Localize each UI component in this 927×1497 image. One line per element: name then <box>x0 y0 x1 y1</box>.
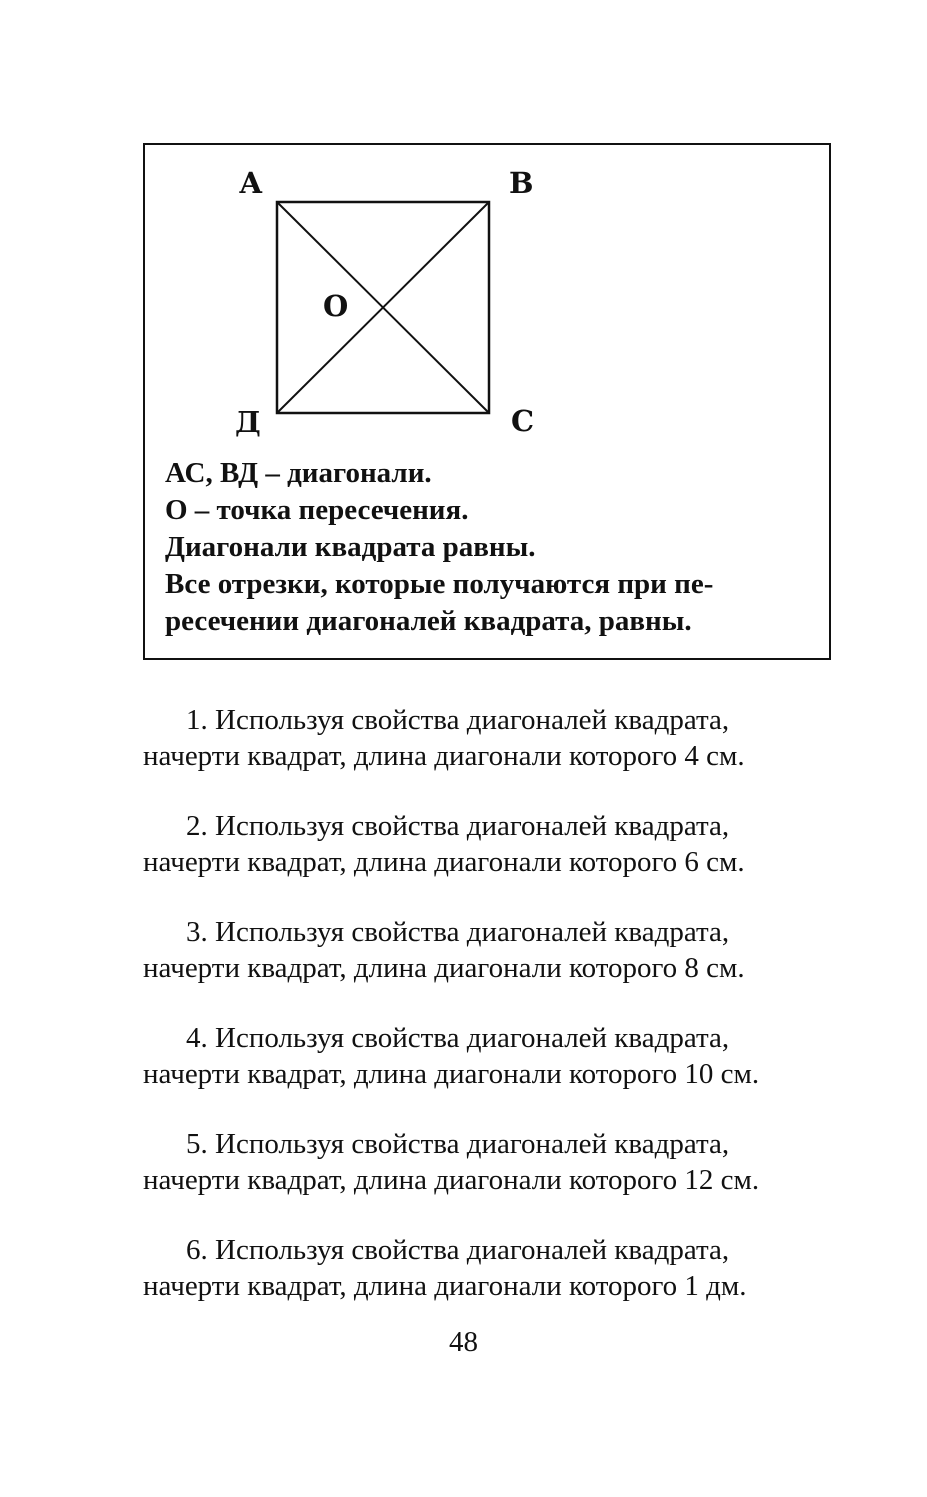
rule-line: ресечении диагоналей квадрата, равны. <box>165 605 692 637</box>
exercise-item <box>143 914 833 986</box>
exercise-list <box>143 702 833 1338</box>
exercise-line: 5. Используя свойства диагоналей квадрата, <box>186 1128 730 1160</box>
rule-text <box>165 455 825 640</box>
exercise-line: 4. Используя свойства диагоналей квадрата, <box>186 1022 730 1054</box>
rule-line: Все отрезки, которые получаются при пе- <box>165 568 714 600</box>
vertex-a-label: А <box>239 166 263 200</box>
exercise-item <box>143 702 833 774</box>
rule-line: АС, ВД – диагонали. <box>165 457 432 489</box>
exercise-item <box>143 808 833 880</box>
exercise-item <box>143 1020 833 1092</box>
vertex-b-label: В <box>509 166 534 200</box>
exercise-line: 1. Используя свойства диагоналей квадрата, <box>186 704 730 736</box>
exercise-line: начерти квадрат, длина диагонали которого 1 дм. <box>143 1270 747 1302</box>
rule-box <box>143 143 831 660</box>
page-number: 48 <box>449 1326 478 1358</box>
vertex-c-label: С <box>511 404 535 438</box>
exercise-line: начерти квадрат, длина диагонали которого 10 см. <box>143 1058 760 1090</box>
exercise-line: 2. Используя свойства диагоналей квадрата, <box>186 810 730 842</box>
square-figure <box>145 145 833 445</box>
exercise-item <box>143 1126 833 1198</box>
exercise-line: начерти квадрат, длина диагонали которого 12 см. <box>143 1164 760 1196</box>
rule-line: О – точка пересечения. <box>165 494 469 526</box>
exercise-line: начерти квадрат, длина диагонали которого 4 см. <box>143 740 745 772</box>
exercise-line: 3. Используя свойства диагоналей квадрата, <box>186 916 730 948</box>
exercise-line: начерти квадрат, длина диагонали которого 8 см. <box>143 952 745 984</box>
vertex-d-label: Д <box>235 405 261 439</box>
rule-line: Диагонали квадрата равны. <box>165 531 536 563</box>
exercise-item <box>143 1232 833 1304</box>
center-o-label: О <box>323 289 349 323</box>
exercise-line: 6. Используя свойства диагоналей квадрата, <box>186 1234 730 1266</box>
exercise-line: начерти квадрат, длина диагонали которого 6 см. <box>143 846 745 878</box>
